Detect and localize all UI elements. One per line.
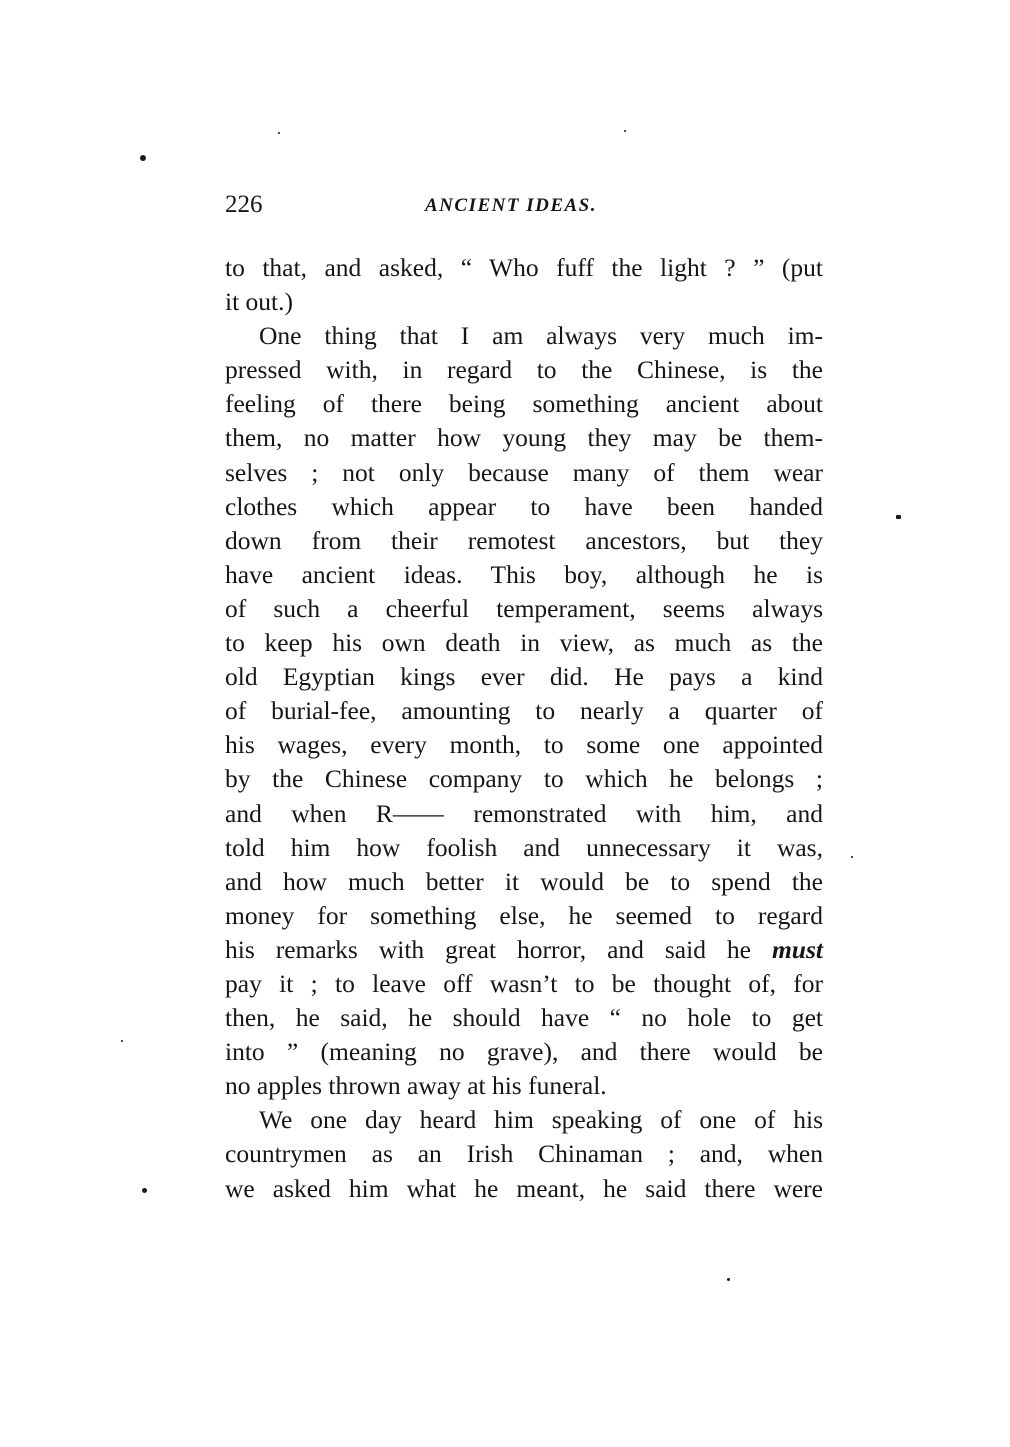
text-line: to that, and asked, “ Who fuff the light ? ” (put (225, 253, 823, 282)
scan-speck (727, 1278, 730, 1281)
text-line: money for something else, he seemed to regard (225, 900, 823, 930)
text-line: countrymen as an Irish Chinaman ; and, when (225, 1139, 823, 1169)
text-line: We one day heard him speaking of one of his (259, 1105, 823, 1135)
text-line: them, no matter how young they may be them- (225, 423, 823, 453)
text-line: his wages, every month, to some one appointed (225, 730, 823, 760)
scan-speck (624, 130, 626, 132)
text-line: we asked him what he meant, he said there were (225, 1173, 823, 1203)
text-line: of burial-fee, amounting to nearly a quarter of (225, 696, 823, 726)
scan-speck (140, 155, 146, 161)
text-line: of such a cheerful temperament, seems always (225, 593, 823, 623)
running-head: ANCIENT IDEAS. (425, 195, 597, 216)
text-line: to keep his own death in view, as much as the (225, 628, 823, 658)
text-line: by the Chinese company to which he belongs ; (225, 764, 823, 794)
text-line: pressed with, in regard to the Chinese, is the (225, 355, 823, 385)
text-line: down from their remotest ancestors, but they (225, 525, 823, 555)
text-line: clothes which appear to have been handed (225, 491, 823, 521)
emphasized-word: must (771, 934, 823, 964)
text-line: into ” (meaning no grave), and there would be (225, 1037, 823, 1067)
scan-speck (896, 515, 901, 519)
text-line: told him how foolish and unnecessary it was, (225, 832, 823, 862)
text-line-with-emphasis (225, 933, 823, 967)
text-line: have ancient ideas. This boy, although he is (225, 559, 823, 589)
text-line: it out.) (225, 287, 293, 317)
text-line: and how much better it would be to spend the (225, 866, 823, 896)
scan-speck (142, 1188, 147, 1193)
text-line: no apples thrown away at his funeral. (225, 1071, 607, 1101)
scan-speck (121, 1040, 123, 1042)
page-header (225, 190, 825, 224)
scan-speck (278, 132, 280, 134)
text-line: feeling of there being something ancient about (225, 389, 823, 419)
text-line: pay it ; to leave off wasn’t to be thought of, for (225, 968, 823, 998)
text-segment: his remarks with great horror, and said he (225, 934, 751, 964)
scan-speck (851, 856, 853, 858)
text-line: then, he said, he should have “ no hole to get (225, 1003, 823, 1033)
text-line: selves ; not only because many of them wear (225, 457, 823, 487)
text-line: old Egyptian kings ever did. He pays a kind (225, 662, 823, 692)
body-text (225, 251, 823, 1206)
page-number: 226 (225, 191, 263, 218)
text-line: One thing that I am always very much im- (259, 321, 823, 351)
text-line: and when R—— remonstrated with him, and (225, 798, 823, 828)
